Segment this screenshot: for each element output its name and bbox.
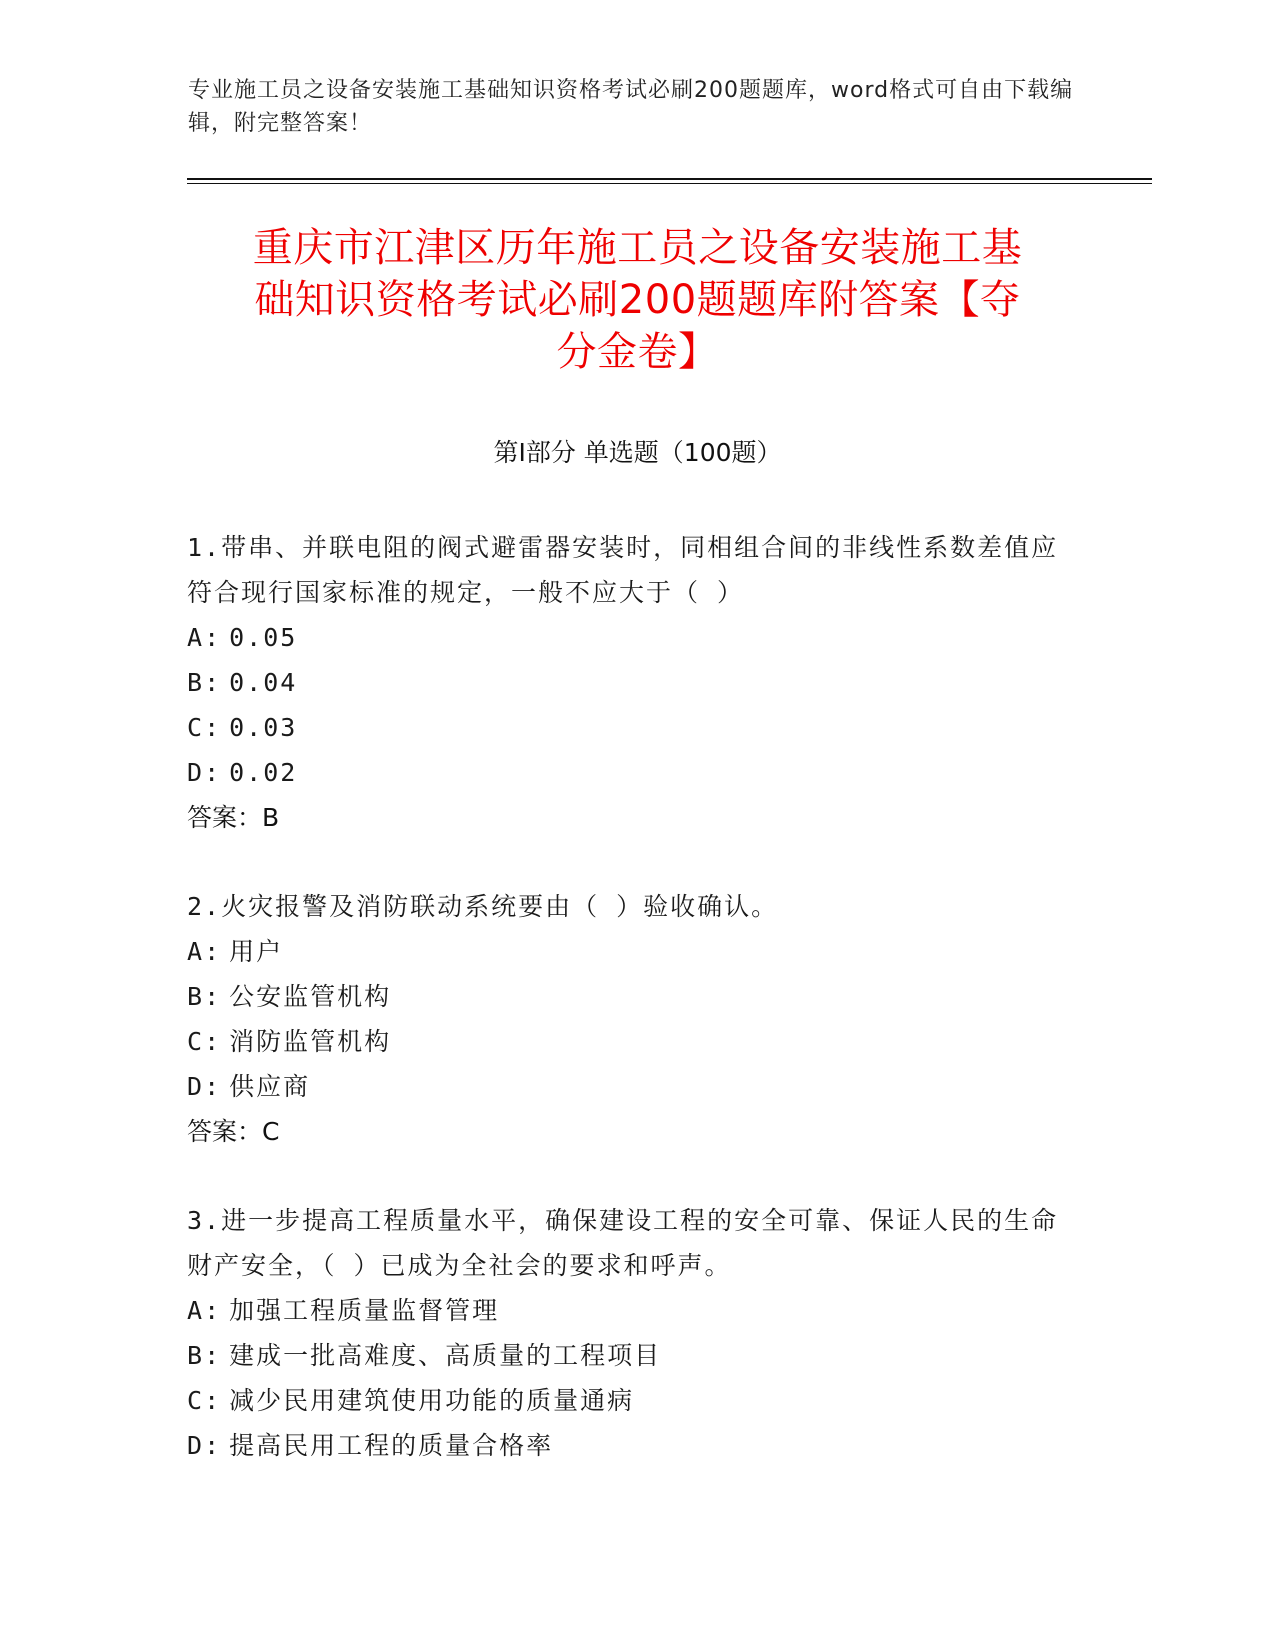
option-a bbox=[187, 1288, 1067, 1333]
option-separator: : bbox=[204, 1296, 222, 1325]
header-rule-thick bbox=[187, 178, 1152, 180]
document-title-line-3: 分金卷】 bbox=[556, 329, 719, 375]
option-letter: A bbox=[187, 623, 205, 652]
option-text: 公安监管机构 bbox=[229, 982, 392, 1011]
option-text: 加强工程质量监督管理 bbox=[229, 1296, 500, 1325]
option-letter: B bbox=[187, 1341, 205, 1370]
option-text: 0.02 bbox=[229, 758, 298, 787]
answer-line: 答案：B bbox=[187, 803, 280, 832]
option-b bbox=[187, 1333, 1067, 1378]
option-c bbox=[187, 1019, 1067, 1064]
question-2 bbox=[187, 884, 1067, 1154]
option-letter: A bbox=[187, 937, 205, 966]
option-text: 供应商 bbox=[229, 1072, 311, 1101]
option-letter: D bbox=[187, 758, 205, 787]
option-d bbox=[187, 750, 1067, 795]
option-separator: : bbox=[204, 623, 222, 652]
option-d bbox=[187, 1423, 1067, 1468]
option-letter: A bbox=[187, 1296, 205, 1325]
option-text: 0.03 bbox=[229, 713, 298, 742]
option-text: 0.05 bbox=[229, 623, 298, 652]
option-letter: D bbox=[187, 1431, 205, 1460]
option-c bbox=[187, 1378, 1067, 1423]
question-stem: 2.火灾报警及消防联动系统要由（ ）验收确认。 bbox=[187, 892, 779, 921]
option-text: 提高民用工程的质量合格率 bbox=[229, 1431, 554, 1460]
option-letter: C bbox=[187, 1027, 205, 1056]
option-text: 0.04 bbox=[229, 668, 298, 697]
option-separator: : bbox=[204, 1027, 222, 1056]
option-letter: B bbox=[187, 668, 205, 697]
option-a bbox=[187, 929, 1067, 974]
option-separator: : bbox=[204, 758, 222, 787]
header-rule-thin bbox=[187, 183, 1152, 184]
option-c bbox=[187, 705, 1067, 750]
option-letter: D bbox=[187, 1072, 205, 1101]
option-separator: : bbox=[204, 668, 222, 697]
document-title-line-1: 重庆市江津区历年施工员之设备安装施工基 bbox=[252, 225, 1023, 271]
option-text: 减少民用建筑使用功能的质量通病 bbox=[229, 1386, 635, 1415]
question-stem: 3.进一步提高工程质量水平，确保建设工程的安全可靠、保证人民的生命财产安全，（ ）已成为全社会的要求和呼声。 bbox=[187, 1206, 1059, 1280]
option-separator: : bbox=[204, 982, 222, 1011]
option-separator: : bbox=[204, 713, 222, 742]
option-separator: : bbox=[204, 937, 222, 966]
section-title: 第Ⅰ部分 单选题（100题） bbox=[493, 438, 782, 467]
answer-line: 答案：C bbox=[187, 1117, 280, 1146]
option-letter: B bbox=[187, 982, 205, 1011]
option-separator: : bbox=[204, 1072, 222, 1101]
option-text: 消防监管机构 bbox=[229, 1027, 392, 1056]
question-list bbox=[187, 525, 1067, 1512]
header-note: 专业施工员之设备安装施工基础知识资格考试必刷200题题库，word格式可自由下载编辑，附完整答案！ bbox=[188, 78, 1074, 136]
option-b bbox=[187, 974, 1067, 1019]
option-letter: C bbox=[187, 1386, 205, 1415]
option-separator: : bbox=[204, 1341, 222, 1370]
question-1 bbox=[187, 525, 1067, 840]
option-separator: : bbox=[204, 1431, 222, 1460]
option-letter: C bbox=[187, 713, 205, 742]
option-b bbox=[187, 660, 1067, 705]
option-separator: : bbox=[204, 1386, 222, 1415]
question-stem: 1.带串、并联电阻的阀式避雷器安装时，同相组合间的非线性系数差值应符合现行国家标准的规定，一般不应大于（ ） bbox=[187, 533, 1059, 607]
option-d bbox=[187, 1064, 1067, 1109]
option-text: 建成一批高难度、高质量的工程项目 bbox=[229, 1341, 662, 1370]
option-text: 用户 bbox=[229, 937, 284, 966]
document-title-line-2: 础知识资格考试必刷200题题库附答案【夺 bbox=[254, 277, 1021, 323]
option-a bbox=[187, 615, 1067, 660]
question-3 bbox=[187, 1198, 1067, 1468]
document-title bbox=[150, 222, 1125, 378]
